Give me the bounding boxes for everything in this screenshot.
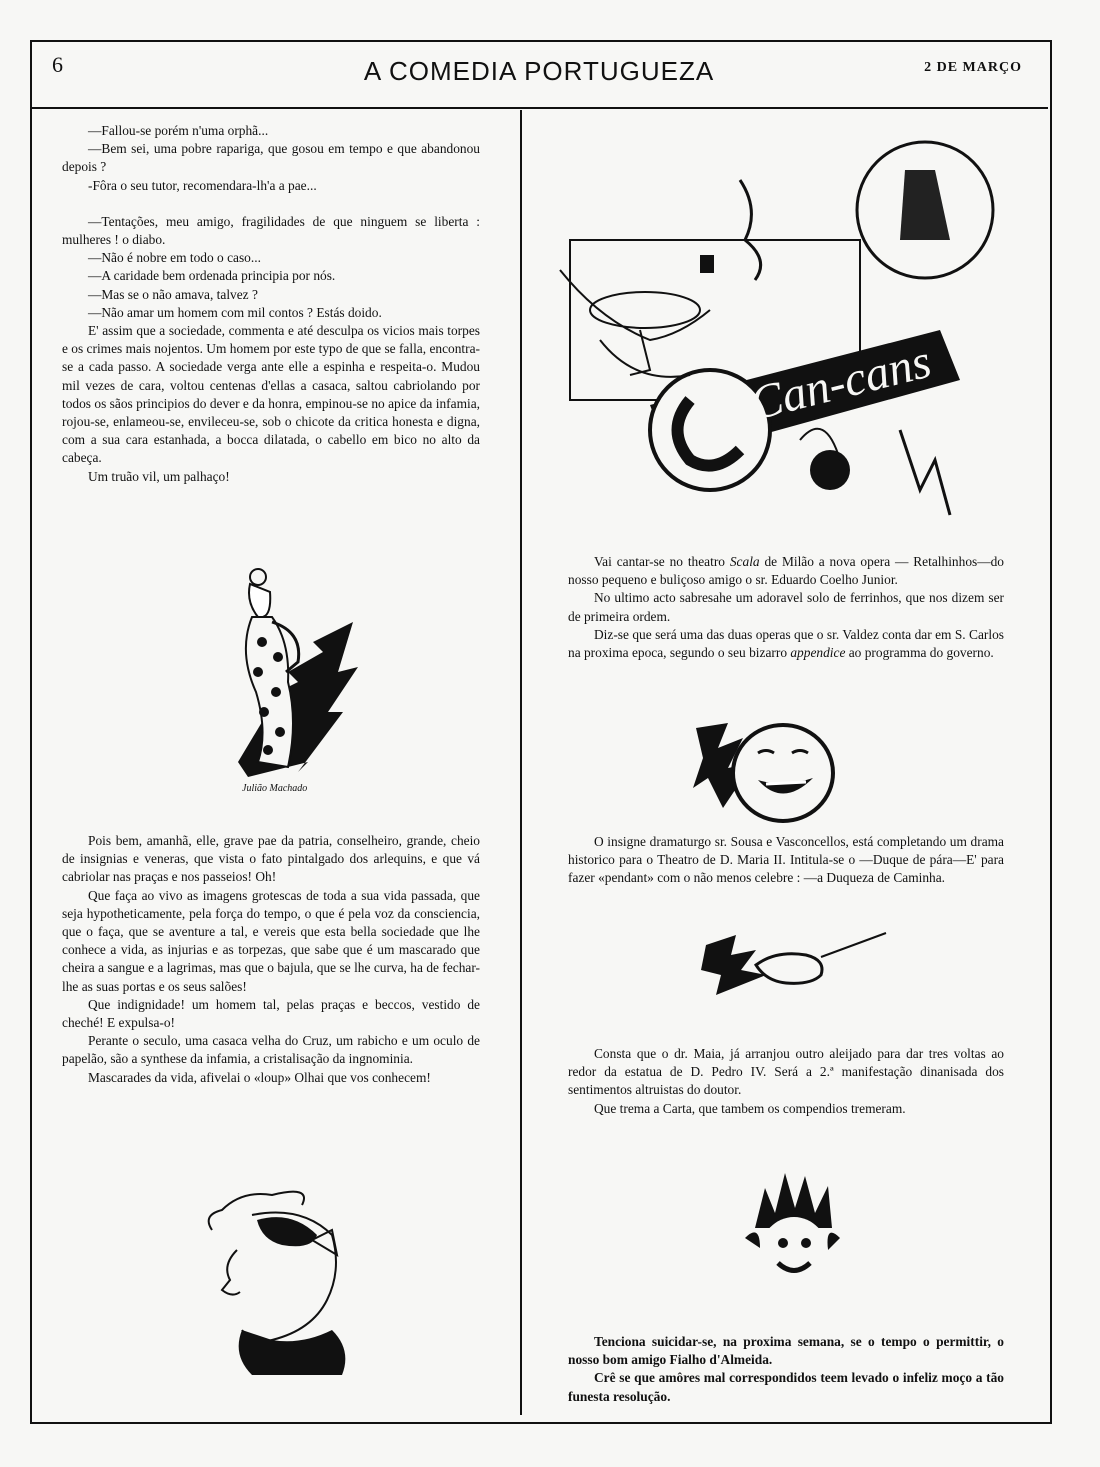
left-column-top — [62, 122, 480, 486]
paragraph: Consta que o dr. Maia, já arranjou outro aleijado para dar tres voltas ao redor da estatua de D. Pedro IV. Será a 2.ª manifestação dinanisada dos sentimentos altruistas do doutor. — [568, 1046, 1004, 1098]
paragraph: —Bem sei, uma pobre rapariga, que gosou em tempo e que abandonou depois ? — [62, 141, 480, 175]
paragraph: E' assim que a sociedade, commenta e até desculpa os vicios mais torpes e os crimes mais nojentos. Um homem por este typo de que se falla, encontra-se a cada passo. A sociedade verga ante elle a espinha e respeita-o. Mudou mil vezes de cara, voltou centenas d'ellas a casaca, saltou cabriolando por todos os sãos principios do dever e da honra, empinou-se no apice da infamia, rojou-se, enlameou-se, envileceu-se, sob o chicote da critica honesta e digna, com a sua cara estanhada, a bocca dilatada, o cabello em bico no alto da cabeça. — [62, 323, 480, 466]
issue-date: 2 DE MARÇO — [924, 60, 1022, 75]
hand-illustration — [696, 925, 896, 1005]
right-column-bottom — [568, 1333, 1004, 1406]
paragraph: Perante o seculo, uma casaca velha do Cruz, um rabicho e um oculo de papelão, são a synthese da infamia, a cristalisação da ingnominia. — [62, 1033, 480, 1067]
paragraph: Um truão vil, um palhaço! — [88, 468, 230, 484]
paragraph: —Não é nobre em todo o caso... — [88, 250, 261, 266]
grinning-mask-illustration — [688, 718, 838, 828]
paragraph: —Tentações, meu amigo, fragilidades de que ninguem se liberta : mulheres ! o diabo. — [62, 213, 480, 248]
caricature-portrait-illustration — [192, 1180, 372, 1380]
paragraph: Tenciona suicidar-se, na proxima semana, se o tempo o permittir, o nosso bom amigo Fialho d'Almeida. — [568, 1334, 1004, 1368]
illustration-signature: Julião Machado — [242, 783, 308, 794]
paragraph: O insigne dramaturgo sr. Sousa e Vasconcellos, está completando um drama historico para o Theatro de D. Maria II. Intitula-se o —Duque de pára—E' para fazer «pendant» com o não menos celebre : —a Duqueza de Caminha. — [568, 834, 1004, 886]
paragraph: Diz-se que será uma das duas operas que o sr. Valdez conta dar em S. Carlos na proxima epoca, segundo o seu bizarro appendice ao programma do governo. — [568, 626, 1004, 661]
paragraph: Vai cantar-se no theatro Scala de Milão a nova opera — Retalhinhos—do nosso pequeno e buliçoso amigo o sr. Eduardo Coelho Junior. — [568, 554, 1005, 588]
paragraph: Que trema a Carta, que tambem os compendios tremeram. — [594, 1100, 906, 1116]
paragraph: —Fallou-se porém n'uma orphã... — [88, 123, 269, 138]
paragraph: —Não amar um homem com mil contos ? Estás doido. — [88, 304, 382, 320]
paragraph: -Fôra o seu tutor, recomendara-lh'a a pae... — [88, 177, 317, 193]
paragraph: Que faça ao vivo as imagens grotescas de toda a sua vida passada, que seja hypotheticamente, pela força do tempo, o que é pela voz da consciencia, que o faça, que se aventure a tal, e vereis que esta bella sociedade que lhe conhece a vida, as injurias e as torpezas, que sabe que é um mascarado que cheira a sangue e a lagrimas, mas que o bajula, que se lhe curva, ha de fechar-lhe as suas portas e os seus salões! — [62, 887, 480, 994]
left-column-bottom — [62, 832, 480, 1087]
clown-illustration — [228, 562, 368, 802]
paragraph: Pois bem, amanhã, elle, grave pae da patria, conselheiro, grande, cheio de insignias e veneras, que vista o fato pintalgado dos arlequins, e que vá cabriolar nas praças e nos passeios! Oh! — [62, 833, 480, 885]
paragraph: Crê se que amôres mal correspondidos teem levado o infeliz moço a tão funesta resolução. — [568, 1370, 1004, 1404]
poster-banner-text: Can-cans — [744, 334, 937, 431]
page-title: A COMEDIA PORTUGUEZA — [363, 56, 715, 86]
right-column-lower — [568, 1045, 1004, 1118]
paragraph: —A caridade bem ordenada principia por nós. — [88, 268, 336, 284]
paragraph: Que indignidade! um homem tal, pelas praças e beccos, vestido de cheché! E expulsa-o! — [62, 996, 480, 1031]
page-header — [30, 40, 1048, 109]
right-column-middle — [568, 833, 1004, 888]
right-column-top — [568, 553, 1004, 662]
column-divider — [520, 110, 522, 1415]
paragraph: No ultimo acto sabresahe um adoravel solo de ferrinhos, que nos dizem ser de primeira ordem. — [568, 590, 1004, 624]
paragraph: —Mas se o não amava, talvez ? — [88, 286, 258, 302]
can-cans-poster-illustration — [540, 130, 1025, 530]
spiky-hair-face-illustration — [740, 1168, 850, 1298]
paragraph: Mascarades da vida, afivelai o «loup» Olhai que vos conhecem! — [88, 1069, 431, 1085]
page-number: 6 — [52, 52, 63, 77]
